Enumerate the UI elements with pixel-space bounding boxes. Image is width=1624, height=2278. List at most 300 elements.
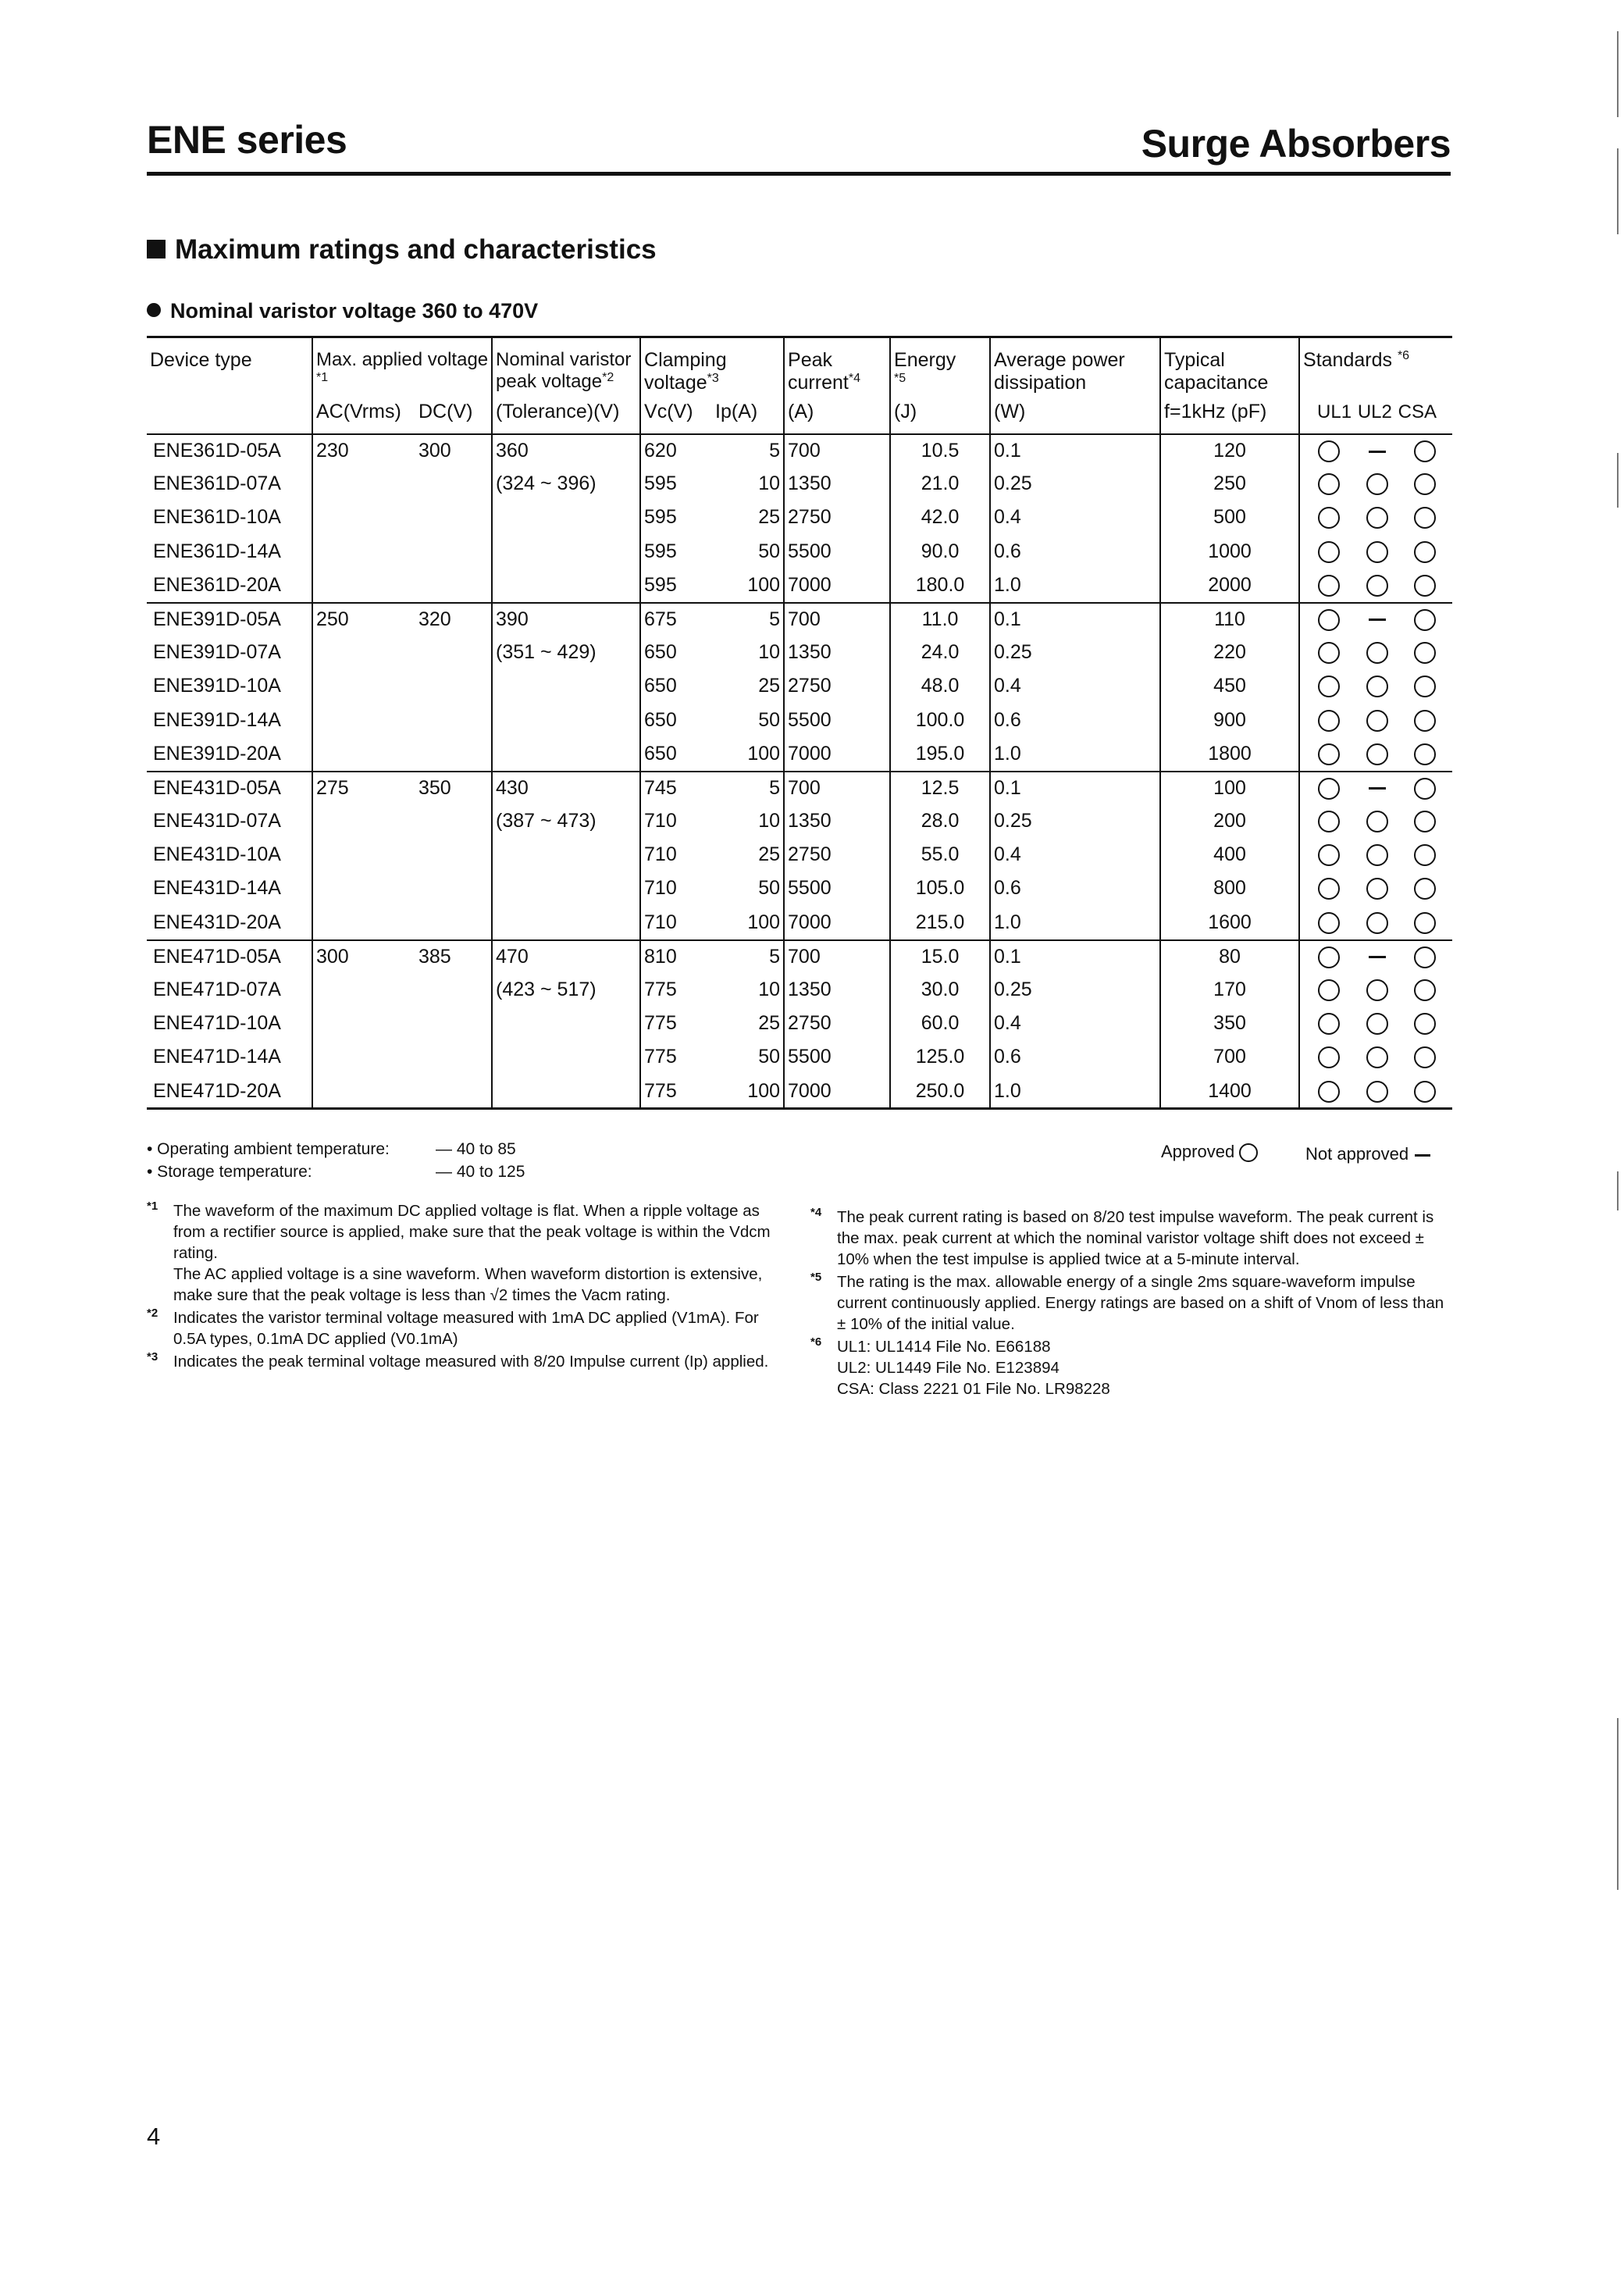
power-cell: 0.6	[990, 704, 1160, 738]
energy-cell: 250.0	[890, 1075, 990, 1109]
standards-cell	[1299, 772, 1452, 805]
power-cell: 1.0	[990, 738, 1160, 772]
approved-circle-icon	[1366, 878, 1388, 900]
ip-cell: 10	[758, 979, 781, 1000]
power-cell: 0.25	[990, 636, 1160, 670]
ip-cell: 5	[769, 440, 781, 462]
nominal-voltage-cell: (387 ~ 473)	[492, 805, 640, 839]
dc-voltage-cell	[415, 872, 492, 906]
table-row	[147, 501, 1452, 535]
unit-tolerance: (Tolerance)(V)	[492, 397, 640, 434]
standards-cell	[1299, 839, 1452, 872]
approved-circle-icon	[1318, 1046, 1340, 1068]
table-row	[147, 536, 1452, 569]
nominal-voltage-cell	[492, 872, 640, 906]
ac-voltage-cell: 275	[312, 772, 415, 805]
standard-ul1	[1317, 709, 1341, 733]
footnote-2: *2 Indicates the varistor terminal voltage measured with 1mA DC applied (V1mA). For 0.5A types, 0.1mA DC applied (V0.1mA)	[147, 1307, 759, 1349]
dc-voltage-cell: 320	[415, 603, 492, 636]
power-cell: 0.1	[990, 603, 1160, 636]
standard-csa	[1413, 472, 1437, 496]
nominal-voltage-cell	[492, 1075, 640, 1109]
standard-csa	[1413, 946, 1437, 969]
energy-cell: 90.0	[890, 536, 990, 569]
table-row	[147, 839, 1452, 872]
standard-ul2	[1366, 506, 1389, 529]
ac-voltage-cell	[312, 536, 415, 569]
unit-watts: (W)	[990, 397, 1160, 434]
ip-cell: 100	[747, 573, 781, 596]
footnote-4: *4 The peak current rating is based on 8/20 test impulse waveform. The peak current is the max. peak current at which the nominal varistor voltage shift does not exceed ± 10% when the test impulse is applied twice at a 5-minute interval.	[810, 1206, 1434, 1269]
table-row	[147, 907, 1452, 940]
nominal-voltage-cell	[492, 569, 640, 603]
device-type-cell: ENE471D-07A	[153, 979, 281, 1000]
standard-ul1	[1317, 810, 1341, 833]
clamping-voltage-cell: 595	[640, 536, 712, 569]
header-rule	[147, 172, 1451, 176]
not-approved-dash-icon	[1369, 787, 1386, 790]
approved-circle-icon	[1414, 575, 1436, 597]
not-approved-dash-icon	[1369, 956, 1386, 958]
page-edge-mark	[1617, 31, 1619, 117]
standard-ul2	[1366, 472, 1389, 496]
standard-ul2	[1366, 1046, 1389, 1069]
standards-cell	[1299, 1007, 1452, 1041]
ac-voltage-cell	[312, 974, 415, 1007]
approved-circle-icon	[1318, 1081, 1340, 1103]
approved-circle-icon	[1318, 979, 1340, 1001]
power-cell: 0.1	[990, 772, 1160, 805]
standard-ul2	[1366, 574, 1389, 597]
nominal-voltage-cell	[492, 1007, 640, 1041]
standard-csa	[1413, 641, 1437, 665]
power-cell: 0.25	[990, 468, 1160, 501]
unit-capacitance: f=1kHz (pF)	[1160, 397, 1299, 434]
capacitance-cell: 110	[1160, 603, 1299, 636]
ac-voltage-cell	[312, 872, 415, 906]
standard-csa	[1413, 675, 1437, 698]
not-approved-dash-icon	[1369, 451, 1386, 453]
col-average-power: Average power dissipation	[990, 337, 1160, 398]
power-cell: 1.0	[990, 1075, 1160, 1109]
clamping-voltage-cell: 710	[640, 907, 712, 940]
nominal-voltage-cell	[492, 839, 640, 872]
standard-ul1	[1317, 777, 1341, 800]
dash-icon	[1415, 1154, 1430, 1157]
clamping-voltage-cell: 650	[640, 636, 712, 670]
energy-cell: 55.0	[890, 839, 990, 872]
table-row	[147, 738, 1452, 772]
page-edge-mark	[1617, 1718, 1619, 1890]
ip-cell: 25	[758, 1012, 781, 1035]
approved-circle-icon	[1318, 710, 1340, 732]
clamping-voltage-cell: 710	[640, 805, 712, 839]
energy-cell: 195.0	[890, 738, 990, 772]
table-row	[147, 704, 1452, 738]
standard-ul2	[1366, 540, 1389, 564]
standard-csa	[1413, 608, 1437, 632]
temperature-conditions	[147, 1138, 525, 1184]
clamping-voltage-cell: 650	[640, 670, 712, 704]
standards-cell	[1299, 872, 1452, 906]
storage-temperature: • Storage temperature: — 40 to 125	[147, 1163, 525, 1182]
ac-voltage-cell: 230	[312, 434, 415, 468]
peak-current-cell: 7000	[784, 738, 890, 772]
clamping-voltage-cell: 810	[640, 940, 712, 974]
nominal-voltage-cell: 430	[492, 772, 640, 805]
approved-circle-icon	[1318, 946, 1340, 968]
approved-circle-icon	[1318, 676, 1340, 697]
table-row	[147, 569, 1452, 603]
standard-ul1	[1317, 911, 1341, 935]
standard-ul2	[1366, 911, 1389, 935]
nominal-voltage-cell: (423 ~ 517)	[492, 974, 640, 1007]
clamping-voltage-cell: 595	[640, 569, 712, 603]
subsection-title: Nominal varistor voltage 360 to 470V	[147, 299, 538, 323]
approved-circle-icon	[1318, 743, 1340, 765]
dc-voltage-cell: 385	[415, 940, 492, 974]
standard-csa	[1413, 979, 1437, 1002]
operating-temperature: • Operating ambient temperature: — 40 to 85	[147, 1140, 516, 1158]
device-type-cell: ENE391D-10A	[153, 675, 281, 697]
section-title: Maximum ratings and characteristics	[147, 234, 657, 266]
standard-ul1	[1317, 1012, 1341, 1036]
dc-voltage-cell	[415, 1041, 492, 1075]
ratings-table	[147, 336, 1452, 1110]
capacitance-cell: 200	[1160, 805, 1299, 839]
approved-circle-icon	[1414, 979, 1436, 1001]
approved-circle-icon	[1366, 1046, 1388, 1068]
capacitance-cell: 80	[1160, 940, 1299, 974]
table-units-row	[147, 397, 1452, 434]
approved-circle-icon	[1366, 979, 1388, 1001]
table-row	[147, 872, 1452, 906]
approved-circle-icon	[1414, 1046, 1436, 1068]
power-cell: 0.6	[990, 536, 1160, 569]
approved-circle-icon	[1414, 440, 1436, 462]
approved-circle-icon	[1414, 844, 1436, 866]
standard-csa	[1413, 574, 1437, 597]
peak-current-cell: 2750	[784, 1007, 890, 1041]
clamping-voltage-cell: 595	[640, 501, 712, 535]
standard-ul2	[1366, 810, 1389, 833]
standard-ul1	[1317, 574, 1341, 597]
standard-ul2	[1366, 608, 1389, 632]
clamping-voltage-cell: 710	[640, 872, 712, 906]
peak-current-cell: 1350	[784, 974, 890, 1007]
ip-cell: 25	[758, 675, 781, 697]
series-title: ENE series	[147, 118, 347, 162]
device-type-cell: ENE431D-20A	[153, 911, 281, 933]
col-peak-current: Peak current$^{*4}$	[784, 337, 890, 398]
peak-current-cell: 7000	[784, 907, 890, 940]
dc-voltage-cell: 350	[415, 772, 492, 805]
standards-cell	[1299, 434, 1452, 468]
standard-ul2	[1366, 440, 1389, 463]
dc-voltage-cell: 300	[418, 440, 451, 462]
dc-voltage-cell	[415, 1075, 492, 1109]
ip-cell: 10	[758, 472, 781, 495]
nominal-voltage-cell	[492, 536, 640, 569]
approved-circle-icon	[1366, 743, 1388, 765]
energy-cell: 48.0	[890, 670, 990, 704]
standard-ul1	[1317, 608, 1341, 632]
table-row	[147, 1007, 1452, 1041]
peak-current-cell: 700	[784, 772, 890, 805]
capacitance-cell: 500	[1160, 501, 1299, 535]
nominal-voltage-cell: 390	[492, 603, 640, 636]
clamping-voltage-cell: 775	[640, 1041, 712, 1075]
standard-csa	[1413, 540, 1437, 564]
approved-circle-icon	[1414, 710, 1436, 732]
ip-cell: 50	[758, 1046, 781, 1068]
nominal-voltage-cell	[492, 907, 640, 940]
device-type-cell: ENE431D-10A	[153, 843, 281, 866]
ac-voltage-cell	[312, 670, 415, 704]
ip-cell: 100	[747, 742, 781, 765]
energy-cell: 180.0	[890, 569, 990, 603]
ac-voltage-cell	[312, 907, 415, 940]
clamping-voltage-cell: 650	[640, 738, 712, 772]
approved-circle-icon	[1414, 676, 1436, 697]
energy-cell: 24.0	[890, 636, 990, 670]
col-typical-capacitance: Typical capacitance	[1160, 337, 1299, 398]
footnotes-right	[810, 1207, 1451, 1401]
power-cell: 0.4	[990, 501, 1160, 535]
ip-cell: 5	[712, 603, 784, 636]
standard-ul1	[1317, 675, 1341, 698]
peak-current-cell: 700	[784, 603, 890, 636]
peak-current-cell: 1350	[784, 468, 890, 501]
nominal-voltage-cell: (351 ~ 429)	[492, 636, 640, 670]
approved-circle-icon	[1318, 440, 1340, 462]
dc-voltage-cell	[415, 907, 492, 940]
approved-circle-icon	[1414, 946, 1436, 968]
table-row	[147, 940, 1452, 974]
clamping-voltage-cell: 595	[640, 468, 712, 501]
ac-voltage-cell	[312, 468, 415, 501]
legend-not-approved: Not approved	[1305, 1144, 1430, 1164]
approved-circle-icon	[1318, 507, 1340, 529]
capacitance-cell: 800	[1160, 872, 1299, 906]
standard-ul1	[1317, 540, 1341, 564]
standard-ul1	[1317, 472, 1341, 496]
peak-current-cell: 1350	[784, 636, 890, 670]
ip-cell: 50	[758, 708, 781, 731]
standard-ul2	[1366, 743, 1389, 766]
standard-csa	[1413, 877, 1437, 900]
power-cell: 0.25	[990, 805, 1160, 839]
ip-cell: 50	[758, 540, 781, 562]
standard-ul1	[1317, 641, 1341, 665]
device-type-cell: ENE361D-14A	[153, 540, 281, 562]
device-type-cell: ENE471D-10A	[153, 1012, 281, 1035]
clamping-voltage-cell: 775	[640, 974, 712, 1007]
page-edge-mark	[1617, 453, 1619, 508]
power-cell: 0.25	[990, 974, 1160, 1007]
standards-cell	[1299, 1041, 1452, 1075]
approved-circle-icon	[1318, 811, 1340, 832]
approved-circle-icon	[1414, 811, 1436, 832]
peak-current-cell: 7000	[784, 1075, 890, 1109]
footnote-3: *3 Indicates the peak terminal voltage measured with 8/20 Impulse current (Ip) applied.	[147, 1350, 769, 1371]
device-type-cell: ENE391D-20A	[153, 742, 281, 765]
peak-current-cell: 700	[784, 434, 890, 468]
product-category-title: Surge Absorbers	[1141, 122, 1451, 166]
ac-voltage-cell	[312, 805, 415, 839]
standard-csa	[1413, 743, 1437, 766]
ac-voltage-cell	[312, 704, 415, 738]
table-row	[147, 1075, 1452, 1109]
peak-current-cell: 5500	[784, 536, 890, 569]
table-header-row	[147, 337, 1452, 398]
table-row	[147, 772, 1452, 805]
unit-vc: Vc(V)	[640, 397, 712, 434]
capacitance-cell: 1800	[1160, 738, 1299, 772]
ac-voltage-cell	[312, 636, 415, 670]
dc-voltage-cell	[415, 569, 492, 603]
capacitance-cell: 350	[1160, 1007, 1299, 1041]
approved-circle-icon	[1414, 473, 1436, 495]
dc-voltage-cell	[415, 704, 492, 738]
standard-ul1	[1317, 1080, 1341, 1103]
ip-cell: 10	[758, 641, 781, 664]
col-clamping-voltage: Clamping voltage$^{*3}$	[640, 337, 784, 398]
standards-cell	[1299, 704, 1452, 738]
page-edge-mark	[1617, 148, 1619, 234]
nominal-voltage-cell	[492, 738, 640, 772]
standards-cell	[1299, 738, 1452, 772]
peak-current-cell: 700	[784, 940, 890, 974]
ip-cell: 25	[758, 506, 781, 529]
dc-voltage-cell	[415, 670, 492, 704]
device-type-cell: ENE471D-20A	[147, 1075, 312, 1109]
capacitance-cell: 250	[1160, 468, 1299, 501]
unit-joules: (J)	[890, 397, 990, 434]
approved-circle-icon	[1318, 778, 1340, 800]
peak-current-cell: 2750	[784, 670, 890, 704]
ip-cell: 5	[712, 772, 784, 805]
not-approved-dash-icon	[1369, 619, 1386, 621]
approved-circle-icon	[1414, 609, 1436, 631]
nominal-voltage-cell: 360	[492, 434, 640, 468]
standard-csa	[1413, 1046, 1437, 1069]
ip-cell: 25	[758, 843, 781, 866]
dc-voltage-cell	[415, 636, 492, 670]
standard-csa	[1413, 1080, 1437, 1103]
power-cell: 0.6	[990, 1041, 1160, 1075]
peak-current-cell: 2750	[784, 501, 890, 535]
energy-cell: 15.0	[890, 940, 990, 974]
standard-csa	[1413, 843, 1437, 867]
footnote-1: *1 The waveform of the maximum DC applied voltage is flat. When a ripple voltage as from a rectifier source is applied, make sure that the peak voltage is within the Vdcm rating. The AC applied voltage is a sine waveform. When waveform distortion is extensive, make sure that the peak voltage is less than √2 times the Vacm rating.	[147, 1200, 771, 1305]
approved-circle-icon	[1318, 1013, 1340, 1035]
standard-ul2	[1366, 675, 1389, 698]
standard-ul2	[1366, 843, 1389, 867]
device-type-cell: ENE471D-14A	[153, 1046, 281, 1068]
ac-voltage-cell	[312, 1007, 415, 1041]
col-standards: Standards $^{*6}$	[1299, 337, 1452, 398]
col-device-type: Device type	[147, 337, 312, 398]
standards-cell	[1299, 569, 1452, 603]
device-type-cell: ENE361D-07A	[153, 472, 281, 495]
peak-current-cell: 5500	[784, 1041, 890, 1075]
approved-circle-icon	[1318, 541, 1340, 563]
ac-voltage-cell	[312, 839, 415, 872]
device-type-cell: ENE361D-10A	[153, 506, 281, 529]
col-energy: Energy $^{*5}$	[890, 337, 990, 398]
energy-cell: 60.0	[890, 1007, 990, 1041]
approved-circle-icon	[1318, 844, 1340, 866]
standards-cell	[1299, 940, 1452, 974]
approved-circle-icon	[1366, 507, 1388, 529]
clamping-voltage-cell: 620	[640, 434, 712, 468]
capacitance-cell: 1400	[1160, 1075, 1299, 1109]
device-type-cell: ENE431D-07A	[153, 810, 281, 832]
device-type-cell: ENE431D-05A	[147, 772, 312, 805]
nominal-voltage-cell: 470	[492, 940, 640, 974]
ip-cell: 100	[747, 911, 781, 933]
approved-circle-icon	[1318, 878, 1340, 900]
ip-cell: 10	[758, 810, 781, 832]
standards-cell	[1299, 501, 1452, 535]
approved-circle-icon	[1414, 1081, 1436, 1103]
standard-ul2	[1366, 946, 1389, 969]
standards-cell	[1299, 1075, 1452, 1109]
square-bullet-icon	[147, 240, 166, 258]
unit-blank	[147, 397, 312, 434]
table-row	[147, 805, 1452, 839]
standard-ul1	[1317, 843, 1341, 867]
approved-circle-icon	[1318, 609, 1340, 631]
standards-cell	[1299, 468, 1452, 501]
approved-circle-icon	[1318, 912, 1340, 934]
approved-circle-icon	[1366, 710, 1388, 732]
power-cell: 0.1	[990, 434, 1160, 468]
standard-ul2	[1366, 1080, 1389, 1103]
standard-csa	[1413, 709, 1437, 733]
device-type-cell: ENE431D-14A	[153, 877, 281, 900]
standard-csa	[1413, 911, 1437, 935]
capacitance-cell: 2000	[1160, 569, 1299, 603]
table-row	[147, 1041, 1452, 1075]
col-max-applied-voltage: Max. applied voltage $^{*1}$	[312, 337, 492, 398]
nominal-voltage-cell	[492, 1041, 640, 1075]
power-cell: 0.4	[990, 839, 1160, 872]
unit-standards: UL1 UL2 CSA	[1299, 397, 1452, 434]
standard-ul2	[1366, 979, 1389, 1002]
capacitance-cell: 900	[1160, 704, 1299, 738]
ac-voltage-cell	[312, 1075, 415, 1109]
footnote-5: *5 The rating is the max. allowable energy of a single 2ms square-waveform impulse current continuously applied. Energy ratings are based on a shift of Vnom of less than ± 10% of the initial value.	[810, 1271, 1444, 1334]
device-type-cell: ENE361D-05A	[153, 440, 281, 462]
standard-csa	[1413, 777, 1437, 800]
power-cell: 0.1	[990, 940, 1160, 974]
approved-circle-icon	[1414, 912, 1436, 934]
standards-cell	[1299, 536, 1452, 569]
capacitance-cell: 120	[1160, 434, 1299, 468]
capacitance-cell: 1000	[1160, 536, 1299, 569]
capacitance-cell: 100	[1160, 772, 1299, 805]
power-cell: 0.4	[990, 1007, 1160, 1041]
unit-dc: DC(V)	[415, 397, 492, 434]
clamping-voltage-cell: 775	[640, 1007, 712, 1041]
table-row	[147, 636, 1452, 670]
capacitance-cell: 1600	[1160, 907, 1299, 940]
clamping-voltage-cell: 710	[640, 839, 712, 872]
nominal-voltage-cell: (324 ~ 396)	[492, 468, 640, 501]
approved-circle-icon	[1366, 1013, 1388, 1035]
